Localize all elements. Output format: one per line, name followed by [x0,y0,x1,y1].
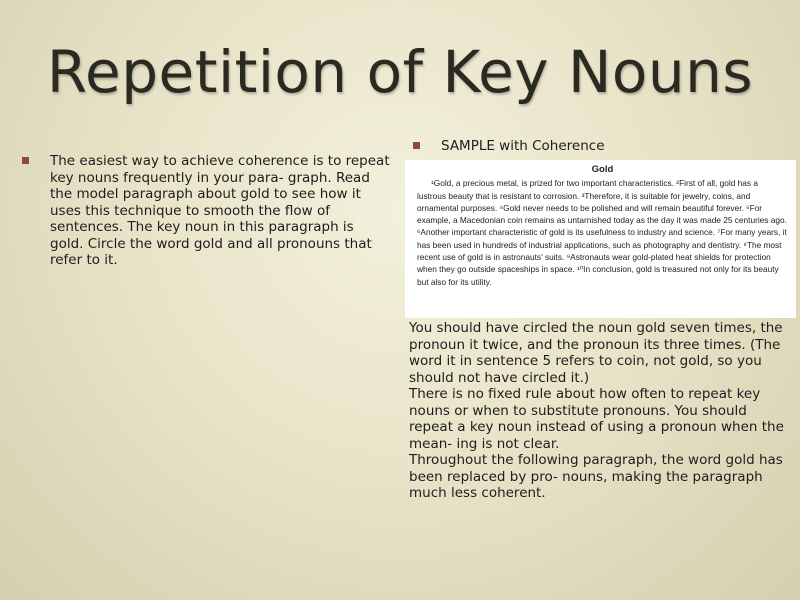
left-bullet-text: The easiest way to achieve coherence is to repeat key nouns frequently in your para- graph. Read the model paragraph about gold to see how it uses this technique to smooth the flow of sentences. The key noun in this paragraph is gold. Circle the word gold and all pronouns that refer to it. [50,153,390,268]
slide-title: Repetition of Key Nouns [46,38,754,106]
sample-label: SAMPLE with Coherence [441,138,605,154]
sample-paragraph: ¹Gold, a precious metal, is prized for two important characteristics. ²First of all, gold has a lustrous beauty that is resistant to corrosion. ³Therefore, it is suitable for jewelry, coins, and ornamental purposes. ⁴Gold never needs to be polished and will remain beautiful forever. ⁵For example, a Macedonian coin remains as untarnished today as the day it was made 25 centuries ago. ⁶Another important characteristic of gold is its usefulness to industry and science. ⁷For many years, it has been used in hundreds of industrial applications, such as photography and dentistry. ⁸The most recent use of gold is in astronauts' suits. ⁹Astronauts wear gold-plated heat shields for protection when they go outside spaceships in space. ¹⁰In conclusion, gold is treasured not only for its beauty but also for its utility. [417,178,787,287]
explanation-paragraph: There is no fixed rule about how often to repeat key nouns or when to substitute pronouns. You should repeat a key noun instead of using a pronoun when the mean- ing is not clear. [409,386,784,452]
explanation-paragraph: You should have circled the noun gold seven times, the pronoun it twice, and the pronoun its three times. (The word it in sentence 5 refers to coin, not gold, so you should not have circled it.) [409,320,783,386]
bullet-marker [22,157,29,164]
explanation-paragraph: Throughout the following paragraph, the word gold has been replaced by pro- nouns, making the paragraph much less coherent. [409,452,783,501]
sample-paragraph-image [405,160,796,318]
bullet-marker [413,142,420,149]
explanation-text [409,320,785,502]
sample-heading: Gold [591,164,614,175]
